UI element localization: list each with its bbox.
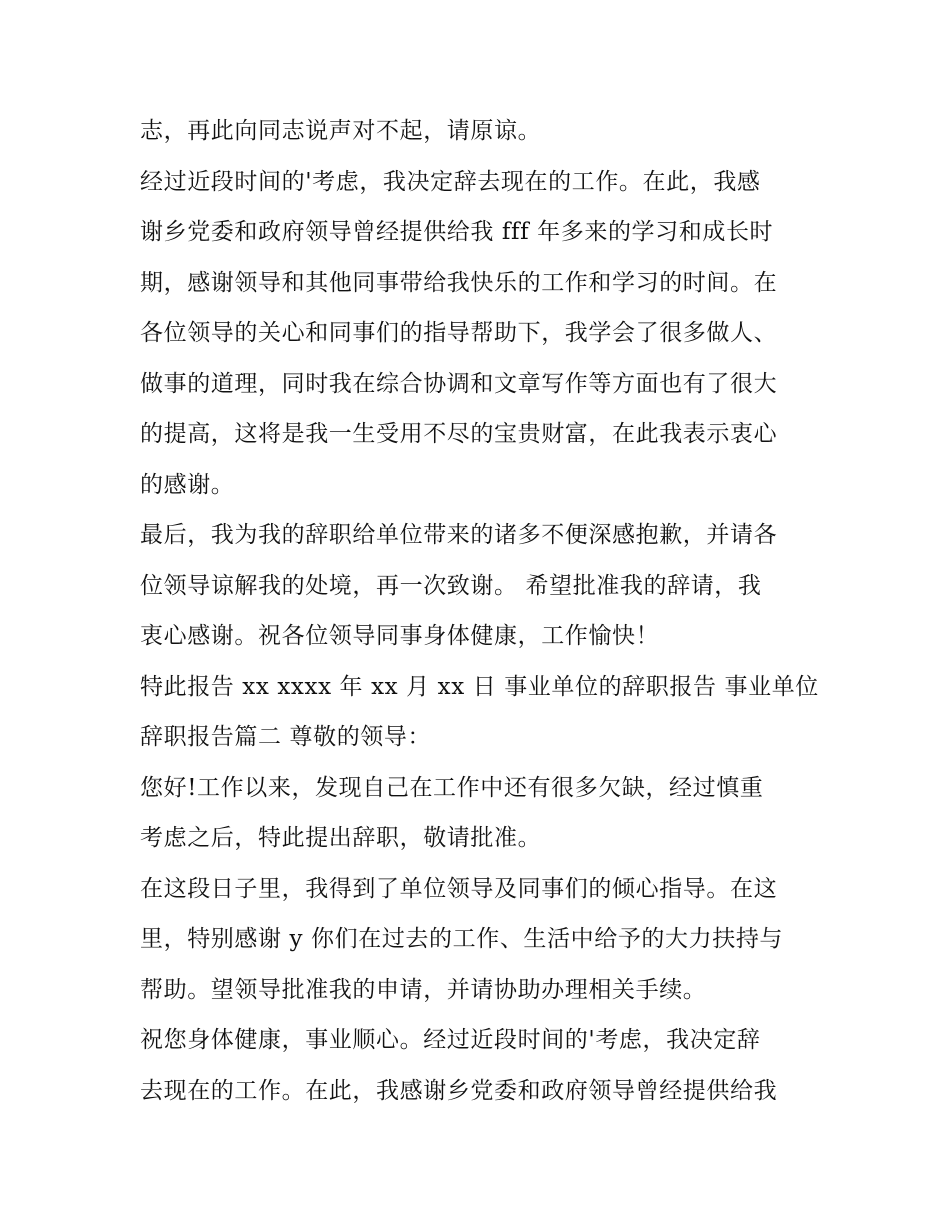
text-line: 帮助。望领导批准我的申请，并请协助办理相关手续。 <box>140 976 707 1003</box>
text-line: 各位领导的关心和同事们的指导帮助下，我学会了很多做人、 <box>140 320 778 346</box>
text-line: 里，特别感谢 y 你们在过去的工作、生活中给予的大力扶持与 <box>140 926 784 952</box>
text-line: 志，再此向同志说声对不起，请原谅。 <box>140 118 542 144</box>
document-body <box>140 106 820 1116</box>
text-line: 辞职报告篇二 尊敬的领导： <box>140 724 432 750</box>
text-line: 衷心感谢。祝各位领导同事身体健康，工作愉快！ <box>140 623 660 649</box>
text-line: 特此报告 xx xxxx 年 xx 月 xx 日 事业单位的辞职报告 事业单位 <box>140 673 819 700</box>
text-line: 期，感谢领导和其他同事带给我快乐的工作和学习的时间。在 <box>140 269 778 296</box>
text-line: 经过近段时间的'考虑，我决定辞去现在的工作。在此，我感 <box>140 168 761 195</box>
text-line: 您好!工作以来，发现自己在工作中还有很多欠缺，经过慎重 <box>140 774 764 801</box>
text-line: 去现在的工作。在此，我感谢乡党委和政府领导曾经提供给我 <box>140 1077 778 1104</box>
text-line: 考虑之后，特此提出辞职，敬请批准。 <box>140 825 542 851</box>
text-line: 在这段日子里，我得到了单位领导及同事们的倾心指导。在这 <box>140 875 778 902</box>
text-line: 谢乡党委和政府领导曾经提供给我 fff 年多来的学习和成长时 <box>140 219 774 245</box>
text-line: 祝您身体健康，事业顺心。经过近段时间的'考虑，我决定辞 <box>140 1027 761 1053</box>
text-line: 做事的道理，同时我在综合协调和文章写作等方面也有了很大 <box>140 370 778 397</box>
text-line: 的提高，这将是我一生受用不尽的宝贵财富，在此我表示衷心 <box>140 421 778 447</box>
text-line: 的感谢。 <box>140 471 235 498</box>
text-line: 最后，我为我的辞职给单位带来的诸多不便深感抱歉，并请各 <box>140 522 778 548</box>
text-line: 位领导谅解我的处境，再一次致谢。 希望批准我的辞请，我 <box>140 572 762 599</box>
